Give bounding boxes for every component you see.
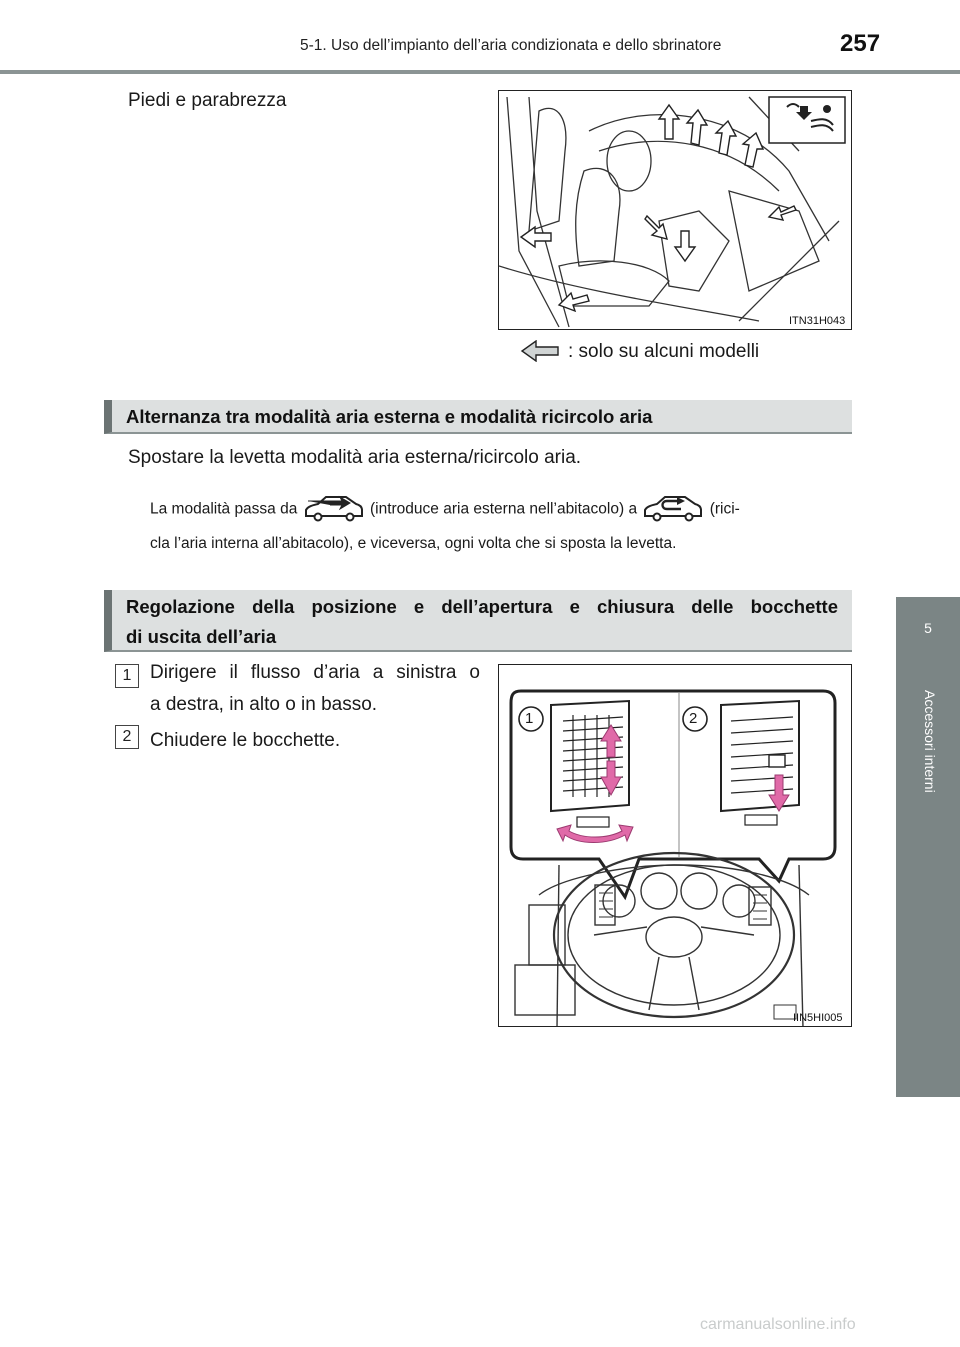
air-mode-instruction: Spostare la levetta modalità aria esterna/ricircolo aria. bbox=[128, 447, 582, 468]
section-heading-air-mode: Alternanza tra modalità aria esterna e modalità ricircolo aria bbox=[104, 400, 852, 434]
air-vents-illustration bbox=[499, 665, 852, 1027]
step-2-text: Chiudere le bocchette. bbox=[150, 730, 341, 751]
step-1-line1: Dirigere il flusso d’aria a sinistra o bbox=[150, 662, 480, 683]
air-mode-detail-part3: (rici- bbox=[709, 500, 740, 518]
footer-watermark: carmanualsonline.info bbox=[700, 1316, 856, 1333]
figure-air-vents bbox=[498, 664, 852, 1027]
recirculate-air-icon bbox=[641, 492, 705, 527]
figure-code-1: ITN31H043 bbox=[789, 315, 846, 327]
vents-heading-line1: Regolazione della posizione e dell’apertura e chiusura delle bocchette bbox=[126, 596, 838, 617]
chapter-number: 5 bbox=[924, 620, 932, 636]
step-number-2: 2 bbox=[115, 725, 139, 749]
header-title: 5-1. Uso dell’impianto dell’aria condizionata e dello sbrinatore bbox=[300, 37, 722, 54]
outside-air-icon bbox=[302, 492, 366, 527]
air-mode-detail-part2: (introduce aria esterna nell’abitacolo) a bbox=[369, 500, 638, 518]
page-number: 257 bbox=[840, 30, 881, 57]
callout-2: 2 bbox=[689, 710, 698, 727]
mode-label: Piedi e parabrezza bbox=[128, 90, 287, 111]
figure-car-interior bbox=[498, 90, 852, 330]
header-rule bbox=[0, 70, 960, 74]
air-mode-detail-line2: cla l’aria interna all’abitacolo), e viceversa, ogni volta che si sposta la levetta. bbox=[150, 535, 677, 552]
figure-code-2: IIN5HI005 bbox=[793, 1012, 843, 1024]
air-mode-detail-line1 bbox=[150, 492, 870, 527]
step-number-1: 1 bbox=[115, 664, 139, 688]
section-heading-vents bbox=[104, 590, 852, 652]
chapter-label: Accessori interni bbox=[922, 690, 938, 793]
vents-heading-line2: di uscita dell’aria bbox=[126, 626, 277, 647]
chapter-tab bbox=[896, 597, 960, 1097]
optional-note: : solo su alcuni modelli bbox=[568, 341, 760, 362]
car-interior-illustration bbox=[499, 91, 852, 330]
air-mode-detail-part1: La modalità passa da bbox=[150, 500, 298, 518]
optional-arrow-icon bbox=[520, 340, 560, 367]
callout-1: 1 bbox=[525, 710, 534, 727]
step-1-line2: a destra, in alto o in basso. bbox=[150, 694, 378, 715]
